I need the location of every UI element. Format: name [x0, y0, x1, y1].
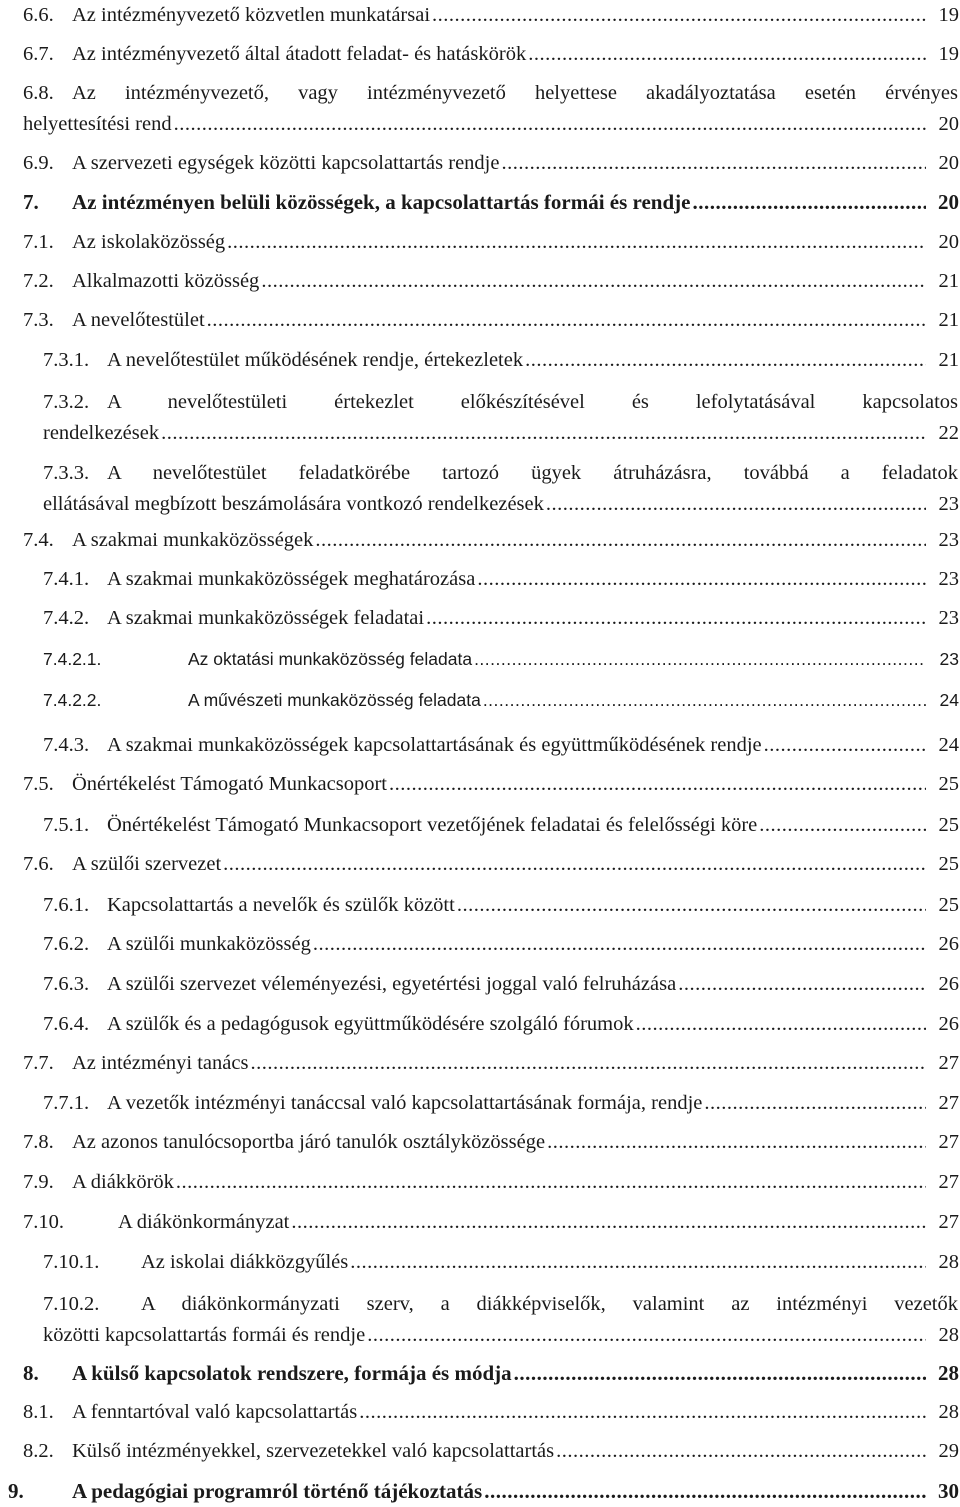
section-title[interactable]: A szülői munkaközösség	[107, 933, 311, 955]
section-number: 7.10.	[23, 1211, 64, 1233]
toc-entry[interactable]	[0, 1128, 960, 1158]
toc-row-continued	[0, 419, 960, 447]
toc-row	[0, 306, 960, 334]
dot-leader	[205, 306, 926, 334]
toc-row	[0, 645, 960, 673]
dot-leader	[690, 188, 926, 216]
section-title-line1[interactable]: A nevelőtestületi értekezlet előkészítésével és lefolytatásával kapcsolatos	[107, 391, 958, 413]
dot-leader	[357, 1398, 926, 1426]
section-number: 9.	[8, 1479, 24, 1503]
section-title[interactable]: ellátásával megbízott beszámolására vontkozó rendelkezések	[43, 493, 544, 515]
page-number: 29	[938, 1440, 959, 1462]
toc-leader-line	[72, 188, 926, 216]
section-title[interactable]: Az intézményi tanács	[72, 1052, 249, 1074]
dot-leader	[387, 770, 926, 798]
page-number: 23	[939, 649, 959, 669]
toc-leader-line	[72, 1477, 926, 1505]
toc-entry[interactable]	[0, 1168, 960, 1198]
toc-entry[interactable]	[0, 811, 960, 841]
toc-row	[0, 686, 960, 714]
section-title[interactable]: Az iskolaközösség	[72, 231, 226, 253]
page-number: 21	[938, 270, 959, 292]
toc-row-continued	[0, 1321, 960, 1349]
toc-entry[interactable]	[0, 526, 960, 556]
toc-leader-line	[43, 419, 926, 447]
section-title[interactable]: Az intézményen belüli közösségek, a kapcsolattartás formái és rendje	[72, 190, 691, 214]
toc-entry[interactable]	[0, 1398, 960, 1428]
toc-row	[0, 149, 960, 177]
toc-entry[interactable]	[0, 731, 960, 761]
dot-leader	[545, 1128, 926, 1156]
page-number: 27	[938, 1171, 959, 1193]
section-number: 7.1.	[23, 231, 54, 253]
dot-leader	[259, 267, 926, 295]
page-number: 26	[938, 933, 959, 955]
dot-leader	[526, 40, 926, 68]
toc-leader-line	[107, 346, 926, 374]
section-number: 6.6.	[23, 4, 54, 26]
toc-leader-line	[72, 850, 926, 878]
section-title[interactable]: Az oktatási munkaközösség feladata	[188, 649, 473, 669]
page-number: 24	[939, 690, 959, 710]
dot-leader	[481, 686, 926, 714]
page-number: 23	[938, 493, 959, 515]
toc-entry[interactable]	[0, 306, 960, 336]
page-number: 26	[938, 973, 959, 995]
toc-leader-line	[188, 686, 926, 714]
toc-leader-line	[107, 1089, 926, 1117]
toc-entry[interactable]	[0, 604, 960, 634]
toc-row	[0, 1168, 960, 1196]
dot-leader	[172, 110, 926, 138]
toc-entry[interactable]	[0, 228, 960, 258]
section-title[interactable]: Önértékelést Támogató Munkacsoport vezetőjének feladatai és felelősségi köre	[107, 814, 758, 836]
section-title[interactable]: Az azonos tanulócsoportba járó tanulók osztályközössége	[72, 1131, 546, 1153]
section-number: 7.3.2.	[43, 391, 90, 413]
section-number: 7.9.	[23, 1171, 54, 1193]
page-number: 20	[938, 190, 959, 214]
section-number: 7.4.2.1.	[43, 649, 102, 669]
section-title-line1[interactable]: Az intézményvezető, vagy intézményvezető helyettese akadályoztatása esetén érvényes	[72, 82, 958, 104]
toc-entry[interactable]	[0, 850, 960, 880]
section-number: 7.4.	[23, 529, 54, 551]
page-number: 25	[938, 814, 959, 836]
toc-row	[0, 1437, 960, 1465]
section-number: 8.2.	[23, 1440, 54, 1462]
dot-leader	[757, 811, 926, 839]
toc-row	[0, 970, 960, 998]
section-number: 7.4.2.	[43, 607, 90, 629]
toc-leader-line	[72, 1128, 926, 1156]
page-number: 25	[938, 853, 959, 875]
toc-leader-line	[72, 228, 926, 256]
section-title[interactable]: A művészeti munkaközösség feladata	[188, 690, 481, 710]
section-number: 7.3.1.	[43, 349, 90, 371]
toc-entry[interactable]	[0, 891, 960, 921]
page-number: 20	[938, 231, 959, 253]
dot-leader	[348, 1248, 926, 1276]
page-number: 27	[938, 1131, 959, 1153]
page-number: 25	[938, 773, 959, 795]
section-number: 7.4.3.	[43, 734, 90, 756]
dot-leader	[159, 419, 926, 447]
toc-row	[0, 731, 960, 759]
toc-row	[0, 267, 960, 295]
toc-row	[0, 459, 960, 487]
toc-row	[0, 188, 960, 216]
section-number: 7.	[23, 190, 39, 214]
toc-entry[interactable]	[0, 1359, 960, 1389]
toc-row	[0, 79, 960, 107]
section-number: 7.8.	[23, 1131, 54, 1153]
toc-entry[interactable]	[0, 79, 960, 141]
toc-row	[0, 1398, 960, 1426]
toc-row	[0, 604, 960, 632]
dot-leader	[482, 1477, 926, 1505]
toc-row	[0, 228, 960, 256]
page-number: 27	[938, 1052, 959, 1074]
dot-leader	[544, 490, 926, 518]
section-title[interactable]: A nevelőtestület	[72, 309, 205, 331]
dot-leader	[313, 526, 926, 554]
section-title[interactable]: A szakmai munkaközösségek	[72, 529, 314, 551]
page-number: 22	[938, 422, 959, 444]
toc-row	[0, 1290, 960, 1318]
toc-leader-line	[107, 970, 926, 998]
toc-row	[0, 1, 960, 29]
dot-leader	[221, 850, 926, 878]
section-number: 7.4.2.2.	[43, 690, 102, 710]
section-number: 7.3.3.	[43, 462, 90, 484]
toc-entry[interactable]	[0, 149, 960, 179]
page-number: 28	[938, 1324, 959, 1346]
dot-leader	[248, 1049, 926, 1077]
toc-row	[0, 1089, 960, 1117]
dot-leader	[225, 228, 926, 256]
page-number: 27	[938, 1092, 959, 1114]
dot-leader	[430, 1, 926, 29]
toc-entry[interactable]	[0, 1, 960, 31]
page-number: 26	[938, 1013, 959, 1035]
dot-leader	[311, 930, 926, 958]
toc-leader-line	[72, 526, 926, 554]
section-number: 7.5.1.	[43, 814, 90, 836]
toc-entry[interactable]	[0, 1010, 960, 1040]
toc-entry[interactable]	[0, 1248, 960, 1278]
toc-entry[interactable]	[0, 267, 960, 297]
section-title[interactable]: A szakmai munkaközösségek meghatározása	[107, 568, 476, 590]
section-title[interactable]: rendelkezések	[43, 422, 160, 444]
toc-row	[0, 1208, 960, 1236]
section-number: 7.10.1.	[43, 1251, 100, 1273]
toc-row	[0, 40, 960, 68]
toc-leader-line	[43, 1321, 926, 1349]
page-number: 20	[938, 113, 959, 135]
toc-leader-line	[72, 40, 926, 68]
section-title[interactable]: Alkalmazotti közösség	[72, 270, 260, 292]
toc-row	[0, 811, 960, 839]
toc-entry[interactable]	[0, 1437, 960, 1467]
dot-leader	[523, 346, 926, 374]
section-number: 7.4.1.	[43, 568, 90, 590]
page-number: 19	[938, 43, 959, 65]
toc-row	[0, 1359, 960, 1387]
page-number: 28	[938, 1401, 959, 1423]
toc-row	[0, 1128, 960, 1156]
dot-leader	[365, 1321, 926, 1349]
page-number: 21	[938, 349, 959, 371]
section-title[interactable]: A szülők és a pedagógusok együttműködésére szolgáló fórumok	[107, 1013, 634, 1035]
section-number: 6.8.	[23, 82, 54, 104]
toc-leader-line	[188, 645, 926, 673]
section-title[interactable]: A szülői szervezet	[72, 853, 222, 875]
page-number: 19	[938, 4, 959, 26]
section-number: 6.7.	[23, 43, 54, 65]
toc-row	[0, 526, 960, 554]
section-number: 7.6.1.	[43, 894, 90, 916]
toc-entry[interactable]	[0, 770, 960, 800]
page-number: 27	[938, 1211, 959, 1233]
toc-entry[interactable]	[0, 930, 960, 960]
page-number: 25	[938, 894, 959, 916]
toc-entry[interactable]	[0, 188, 960, 218]
page-number: 21	[938, 309, 959, 331]
section-title[interactable]: közötti kapcsolattartás formái és rendje	[43, 1324, 366, 1346]
page-number: 30	[938, 1479, 959, 1503]
toc-row	[0, 850, 960, 878]
toc-leader-line	[23, 110, 926, 138]
section-title[interactable]: Az iskolai diákközgyűlés	[141, 1251, 349, 1273]
toc-entry[interactable]	[0, 970, 960, 1000]
toc-row	[0, 1477, 960, 1505]
toc-entry[interactable]	[0, 459, 960, 521]
section-title[interactable]: Az intézményvezető által átadott feladat- és hatáskörök	[72, 43, 527, 65]
toc-row	[0, 1010, 960, 1038]
toc-entry[interactable]	[0, 1477, 960, 1507]
section-title[interactable]: A nevelőtestület működésének rendje, értekezletek	[107, 349, 524, 371]
page-number: 23	[938, 568, 959, 590]
section-number: 7.6.	[23, 853, 54, 875]
section-title[interactable]: A diákkörök	[72, 1171, 174, 1193]
dot-leader	[512, 1359, 926, 1387]
dot-leader	[424, 604, 926, 632]
toc-leader-line	[72, 1398, 926, 1426]
toc-leader-line	[72, 267, 926, 295]
dot-leader	[475, 565, 926, 593]
toc-row	[0, 1248, 960, 1276]
section-number: 8.1.	[23, 1401, 54, 1423]
toc-row	[0, 388, 960, 416]
toc-leader-line	[72, 1168, 926, 1196]
section-title[interactable]: Kapcsolattartás a nevelők és szülők között	[107, 894, 455, 916]
toc-entry[interactable]	[0, 388, 960, 450]
section-title[interactable]: A diákönkormányzat	[118, 1211, 290, 1233]
section-title[interactable]: A szülői szervezet véleményezési, egyetértési joggal való felruházása	[107, 973, 677, 995]
section-number: 7.6.2.	[43, 933, 90, 955]
toc-row-continued	[0, 110, 960, 138]
toc-leader-line	[118, 1208, 926, 1236]
section-title[interactable]: A szakmai munkaközösségek feladatai	[107, 607, 425, 629]
section-title[interactable]: Az intézményvezető közvetlen munkatársai	[72, 4, 431, 26]
section-title-line1[interactable]: A diákönkormányzati szerv, a diákképviselők, valamint az intézményi vezetők	[141, 1293, 958, 1315]
toc-leader-line	[107, 811, 926, 839]
section-title[interactable]: A vezetők intézményi tanáccsal való kapcsolattartásának formája, rendje	[107, 1092, 703, 1114]
section-title[interactable]: Külső intézményekkel, szervezetekkel való kapcsolattartás	[72, 1440, 555, 1462]
section-title[interactable]: A fenntartóval való kapcsolattartás	[72, 1401, 358, 1423]
section-number: 7.7.1.	[43, 1092, 90, 1114]
page-number: 23	[938, 529, 959, 551]
dot-leader	[634, 1010, 926, 1038]
dot-leader	[554, 1437, 926, 1465]
toc-row	[0, 346, 960, 374]
section-number: 7.6.4.	[43, 1013, 90, 1035]
toc-entry[interactable]	[0, 40, 960, 70]
toc-entry[interactable]	[0, 1049, 960, 1079]
page-number: 28	[938, 1251, 959, 1273]
section-title[interactable]: A szervezeti egységek közötti kapcsolattartás rendje	[72, 152, 500, 174]
section-title[interactable]: A külső kapcsolatok rendszere, formája és módja	[72, 1361, 512, 1385]
toc-entry[interactable]	[0, 346, 960, 376]
toc-leader-line	[107, 891, 926, 919]
toc-entry[interactable]	[0, 565, 960, 595]
toc-leader-line	[72, 306, 926, 334]
toc-leader-line	[72, 1, 926, 29]
page-number: 28	[938, 1361, 959, 1385]
section-number: 7.6.3.	[43, 973, 90, 995]
page-number: 23	[938, 607, 959, 629]
toc-leader-line	[107, 930, 926, 958]
dot-leader	[455, 891, 926, 919]
toc-leader-line	[72, 1359, 926, 1387]
section-title[interactable]: A pedagógiai programról történő tájékoztatás	[72, 1479, 483, 1503]
dot-leader	[289, 1208, 926, 1236]
section-number: 7.2.	[23, 270, 54, 292]
toc-leader-line	[107, 731, 926, 759]
toc-entry[interactable]	[0, 1089, 960, 1119]
dot-leader	[762, 731, 926, 759]
section-title[interactable]: A szakmai munkaközösségek kapcsolattartásának és együttműködésének rendje	[107, 734, 762, 756]
section-number: 7.3.	[23, 309, 54, 331]
toc-leader-line	[141, 1248, 926, 1276]
toc-leader-line	[72, 770, 926, 798]
section-title[interactable]: Önértékelést Támogató Munkacsoport	[72, 773, 388, 795]
toc-leader-line	[107, 1010, 926, 1038]
dot-leader	[702, 1089, 926, 1117]
section-number: 6.9.	[23, 152, 54, 174]
toc-leader-line	[43, 490, 926, 518]
toc-row-continued	[0, 490, 960, 518]
toc-row	[0, 891, 960, 919]
toc-row	[0, 565, 960, 593]
toc-row	[0, 1049, 960, 1077]
toc-entry[interactable]	[0, 686, 960, 716]
section-number: 7.10.2.	[43, 1293, 100, 1315]
toc-row	[0, 930, 960, 958]
dot-leader	[174, 1168, 926, 1196]
dot-leader	[499, 149, 926, 177]
section-number: 7.7.	[23, 1052, 54, 1074]
toc-row	[0, 770, 960, 798]
section-title-line1[interactable]: A nevelőtestület feladatkörébe tartozó ügyek átruházásra, továbbá a feladatok	[107, 462, 958, 484]
toc-leader-line	[72, 1049, 926, 1077]
dot-leader	[676, 970, 926, 998]
toc-entry[interactable]	[0, 645, 960, 675]
toc-entry[interactable]	[0, 1208, 960, 1238]
toc-entry[interactable]	[0, 1290, 960, 1352]
toc-leader-line	[72, 149, 926, 177]
section-number: 7.5.	[23, 773, 54, 795]
section-title[interactable]: helyettesítési rend	[23, 113, 172, 135]
toc-leader-line	[107, 604, 926, 632]
section-number: 8.	[23, 1361, 39, 1385]
dot-leader	[472, 645, 926, 673]
toc-leader-line	[72, 1437, 926, 1465]
page-number: 20	[938, 152, 959, 174]
toc-leader-line	[107, 565, 926, 593]
page-number: 24	[938, 734, 959, 756]
